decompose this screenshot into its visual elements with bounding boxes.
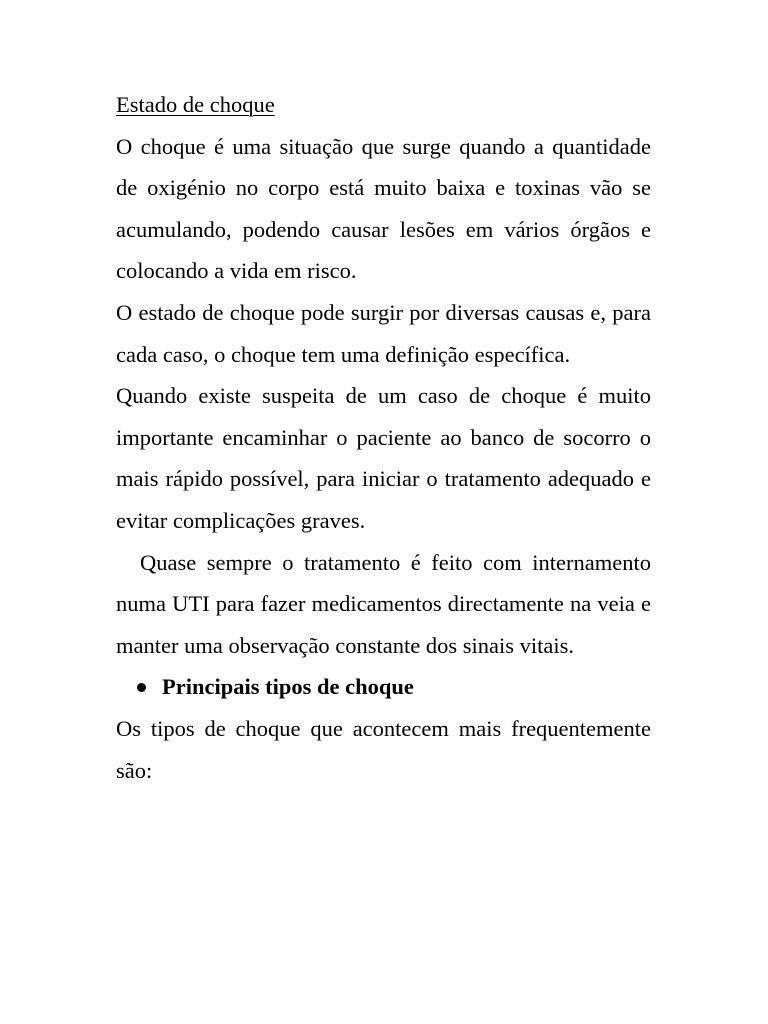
- paragraph-definition: O choque é uma situação que surge quando a quantidade de oxigénio no corpo está muito baixa e toxinas vão se acumulando, podendo causar lesões em vários órgãos e colocando a vida em risco.: [116, 133, 651, 284]
- bullet-list: [116, 666, 651, 708]
- paragraph-causes: O estado de choque pode surgir por diversas causas e, para cada caso, o choque tem uma definição específica.: [116, 299, 651, 367]
- paragraph-suspicion: Quando existe suspeita de um caso de choque é muito importante encaminhar o paciente ao banco de socorro o mais rápido possível, para iniciar o tratamento adequado e evitar complicações graves.: [116, 383, 651, 533]
- paragraph-types-intro: Os tipos de choque que acontecem mais frequentemente são:: [116, 715, 651, 783]
- bullet-dot-icon: [137, 683, 146, 692]
- bullet-item-principais-tipos: [116, 666, 651, 708]
- document-title: Estado de choque: [116, 92, 275, 117]
- document-page: [116, 84, 651, 791]
- bullet-heading: Principais tipos de choque: [162, 674, 414, 700]
- paragraph-treatment: Quase sempre o tratamento é feito com internamento numa UTI para fazer medicamentos directamente na veia e manter uma observação constante dos sinais vitais.: [116, 549, 651, 658]
